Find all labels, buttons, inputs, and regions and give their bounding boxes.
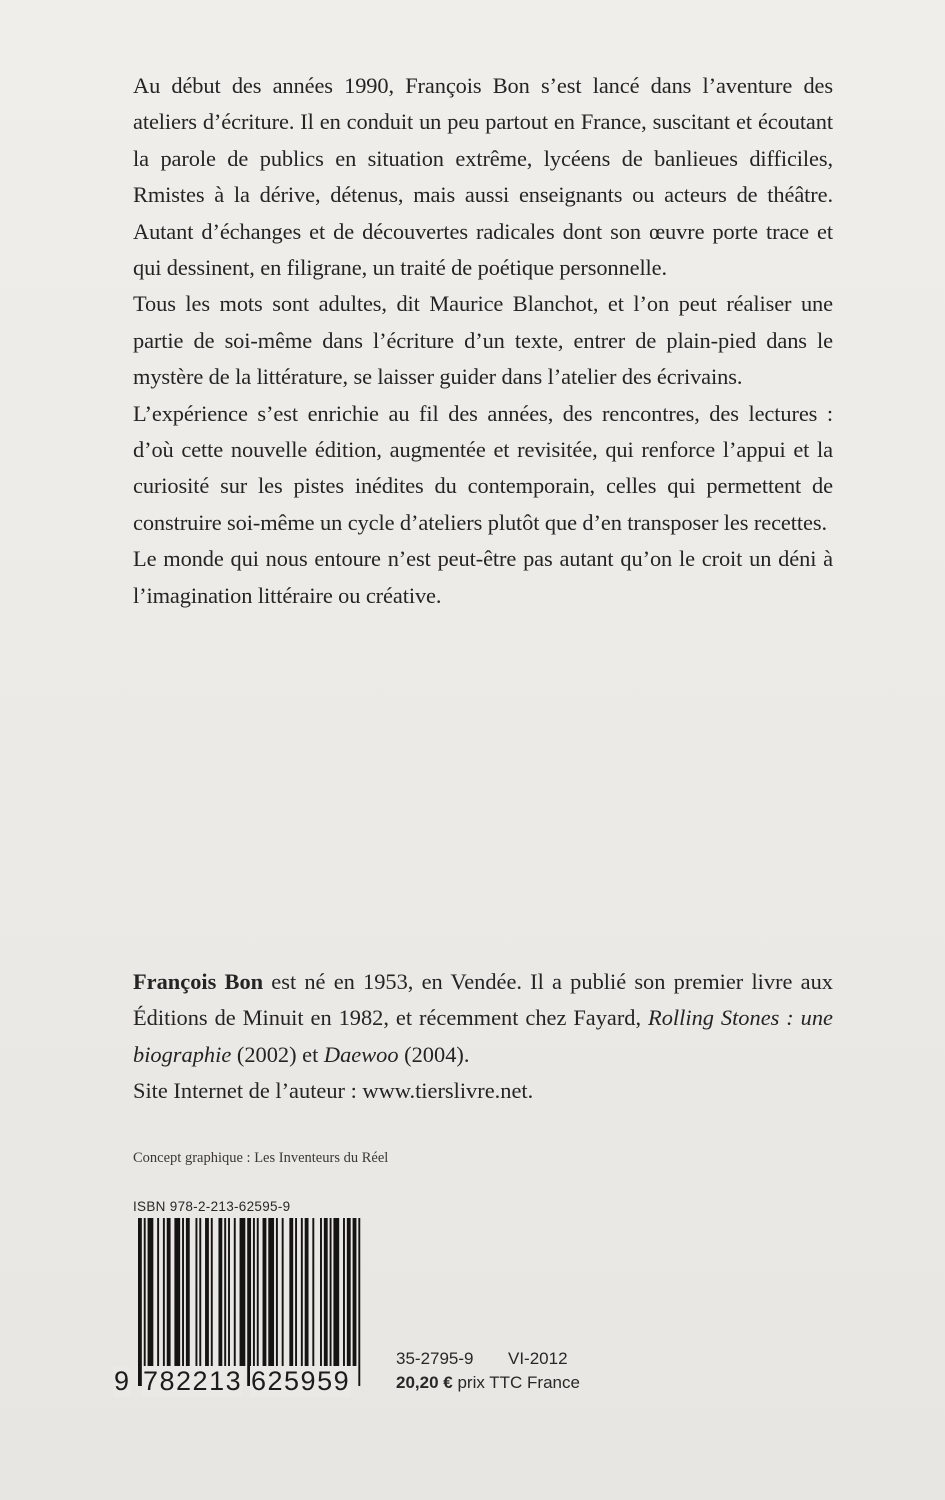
barcode-bar xyxy=(253,1218,255,1386)
book-title: Rolling Stones : une biographie xyxy=(133,1005,833,1067)
barcode-bar xyxy=(157,1218,159,1366)
bio-text: (2004). xyxy=(398,1041,470,1067)
barcode-bar xyxy=(333,1218,339,1366)
barcode-bar xyxy=(144,1218,146,1386)
blurb-paragraph: Au début des années 1990, François Bon s’est lancé dans l’aventure des ateliers d’écriture. Il en conduit un peu partout en France, suscitant et écoutant la parole de publics en situation extrême, lycéens de banlieues difficiles, Rmistes à la dérive, détenus, mais aussi enseignants ou acteurs de théâtre. Autant d’échanges et de découvertes radicales dont son œuvre porte trace et qui dessinent, en filigrane, un traité de poétique personnelle. xyxy=(133,73,833,281)
barcode-bar xyxy=(195,1218,197,1366)
barcode-bar xyxy=(182,1218,184,1366)
barcode-bar xyxy=(358,1218,360,1386)
isbn-label: ISBN 978-2-213-62595-9 xyxy=(133,1199,291,1214)
publisher-code-line xyxy=(396,1349,616,1369)
barcode-bar xyxy=(240,1218,246,1366)
blurb-paragraph: Tous les mots sont adultes, dit Maurice Blanchot, et l’on peut réaliser une partie de soi-même dans l’écriture d’un texte, entrer de plain-pied dans le mystère de la littérature, se laisser guider dans l’atelier des écrivains. xyxy=(133,291,833,390)
barcode-bar xyxy=(186,1218,190,1366)
blurb-paragraph: L’expérience s’est enrichie au fil des années, des rencontres, des lectures : d’où cette nouvelle édition, augmentée et revisitée, qui renforce l’appui et la curiosité sur les pistes inédites du contemporain, celles qui permettent de construire soi-même un cycle d’ateliers plutôt que d’en transposer les recettes. xyxy=(133,400,833,535)
barcode-bar xyxy=(234,1218,236,1366)
author-name: François Bon xyxy=(133,969,264,994)
barcode-bar xyxy=(343,1218,345,1366)
barcode-digits xyxy=(113,1366,373,1400)
barcode-bar xyxy=(282,1218,284,1366)
barcode-bar xyxy=(148,1218,154,1366)
barcode-bar xyxy=(224,1218,226,1366)
barcode-bar xyxy=(228,1218,230,1366)
barcode-bar xyxy=(163,1218,165,1366)
price-suffix: prix TTC France xyxy=(452,1373,580,1392)
price-line xyxy=(396,1373,580,1393)
barcode-bar xyxy=(295,1218,297,1366)
barcode-bar xyxy=(276,1218,278,1366)
bio-text: est né en 1953, en Vendée. Il a publié son premier livre aux Éditions de Minuit en 1982, et récemment chez Fayard, xyxy=(133,969,833,1031)
publisher-code: 35-2795-9 xyxy=(396,1349,474,1368)
barcode-bar xyxy=(305,1218,309,1366)
price: 20,20 € xyxy=(396,1373,453,1392)
barcode-digit-group: 782213 xyxy=(143,1366,243,1396)
barcode-bar xyxy=(312,1218,314,1366)
barcode-bar xyxy=(205,1218,209,1366)
barcode-lead-digit: 9 xyxy=(114,1366,130,1396)
blurb-paragraph: Le monde qui nous entoure n’est peut-être pas autant qu’on le croit un déni à l’imagination littéraire ou créative. xyxy=(133,546,833,608)
author-bio xyxy=(133,964,833,1110)
barcode-bar xyxy=(289,1218,293,1366)
barcode-bar xyxy=(324,1218,328,1366)
barcode-digit-group: 625959 xyxy=(251,1366,351,1396)
barcode-bar xyxy=(218,1218,222,1366)
author-bio-paragraph xyxy=(133,964,833,1073)
barcode-bar xyxy=(353,1218,357,1366)
barcode-bar xyxy=(138,1218,142,1386)
barcode-bar xyxy=(199,1218,201,1366)
barcode-bar xyxy=(257,1218,259,1386)
bio-text: (2002) et xyxy=(231,1041,324,1067)
book-title: Daewoo xyxy=(323,1041,399,1067)
design-credit: Concept graphique : Les Inventeurs du Réel xyxy=(133,1150,389,1166)
edition-code: VI-2012 xyxy=(508,1349,568,1368)
barcode-bar xyxy=(211,1218,213,1366)
barcode-bar xyxy=(268,1218,274,1366)
barcode-icon xyxy=(138,1218,366,1386)
barcode-bar xyxy=(330,1218,332,1366)
barcode-bar xyxy=(174,1218,180,1366)
barcode-bar xyxy=(247,1218,251,1386)
author-website: Site Internet de l’auteur : www.tierslivre.net. xyxy=(133,1078,534,1104)
barcode-bar xyxy=(301,1218,303,1366)
barcode-bar xyxy=(347,1218,351,1366)
barcode-bar xyxy=(320,1218,322,1366)
barcode-bar xyxy=(263,1218,267,1366)
barcode-bar xyxy=(167,1218,171,1366)
blurb-text xyxy=(133,68,833,614)
